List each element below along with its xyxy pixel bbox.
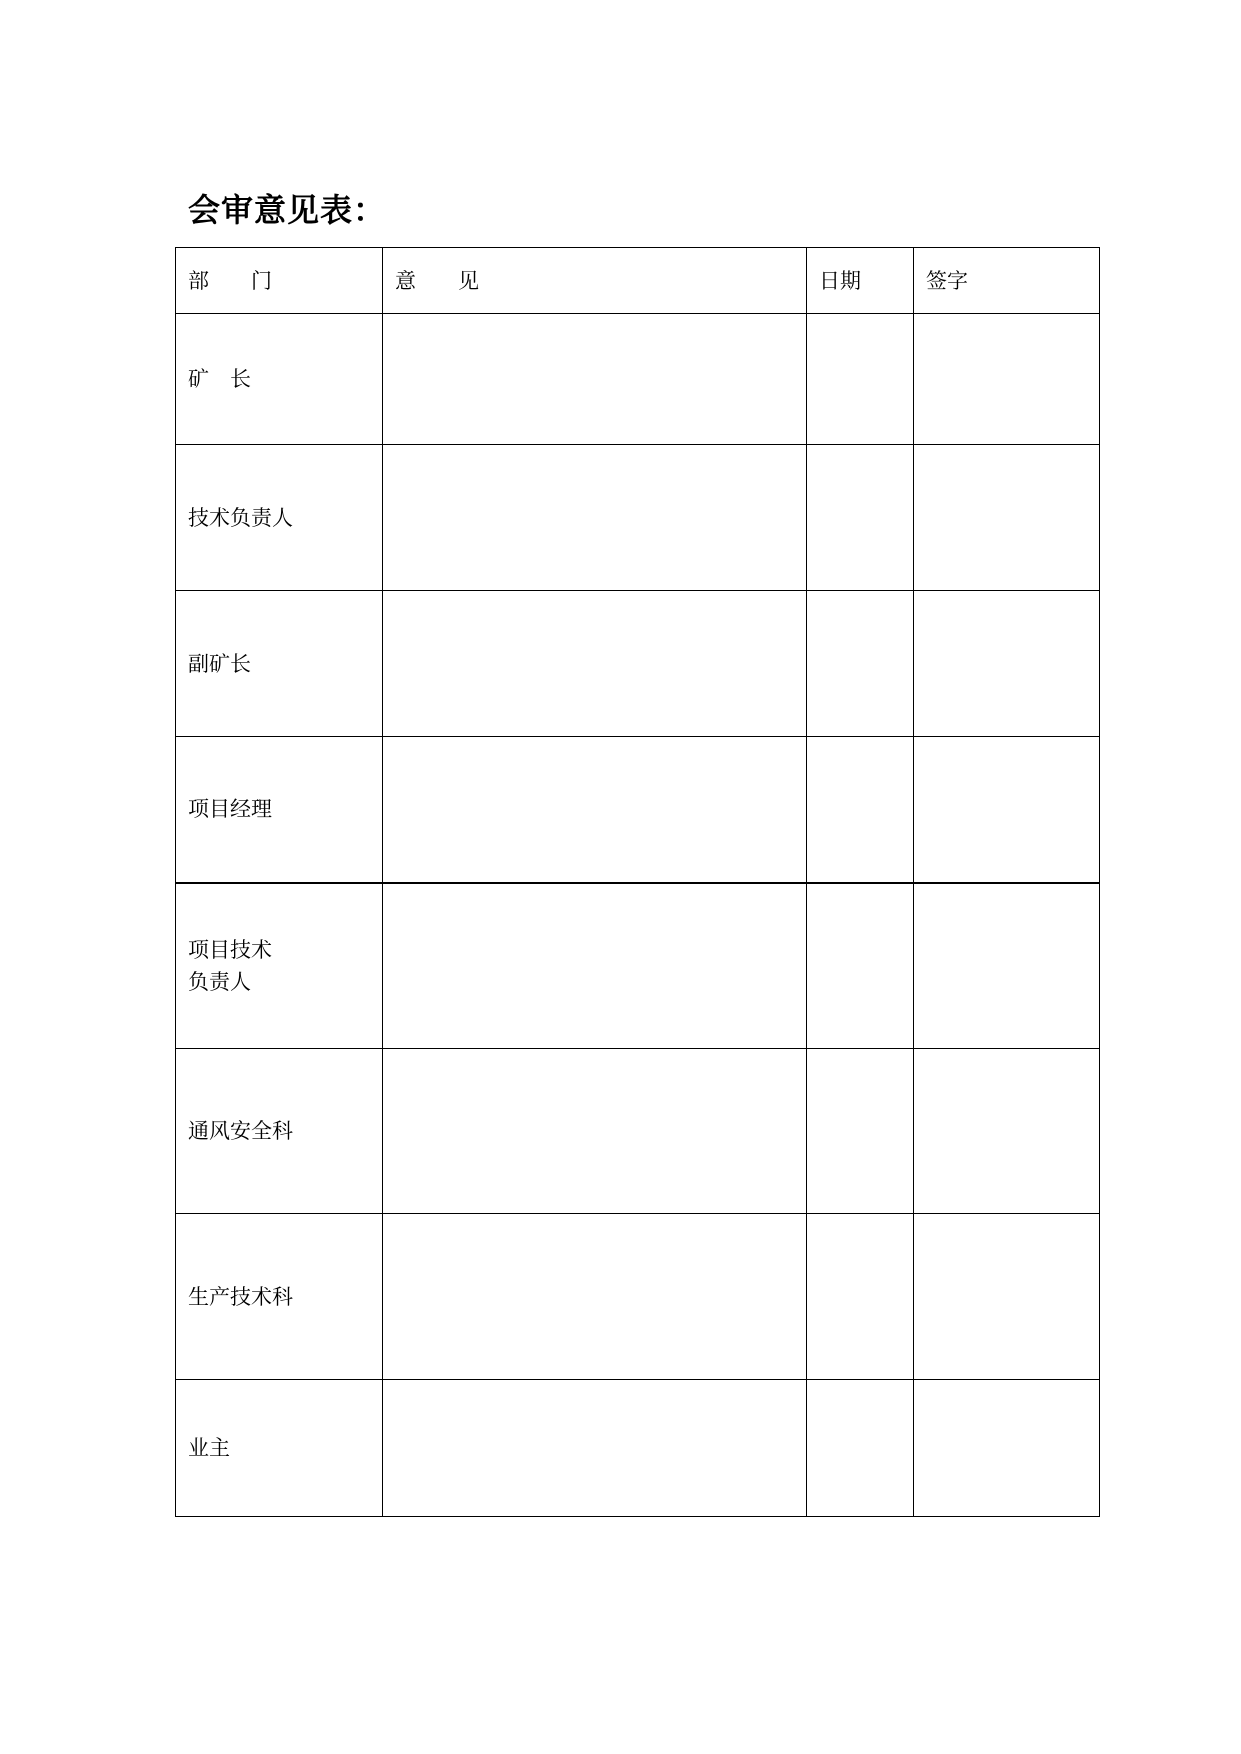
signature-cell[interactable] [914,1049,1100,1214]
opinion-cell[interactable] [383,314,807,445]
table-header-row [176,248,1100,314]
header-department: 部 门 [176,248,383,314]
date-cell[interactable] [807,314,914,445]
department-cell: 矿 长 [176,314,383,445]
department-cell: 技术负责人 [176,445,383,591]
document-title: 会审意见表： [188,191,387,229]
signature-cell[interactable] [914,883,1100,1049]
signature-cell[interactable] [914,1214,1100,1380]
opinion-cell[interactable] [383,1380,807,1517]
table-row [176,1049,1100,1214]
table-row [176,883,1100,1049]
opinion-cell[interactable] [383,1214,807,1380]
date-cell[interactable] [807,1380,914,1517]
table-row [176,591,1100,737]
signature-cell[interactable] [914,314,1100,445]
signature-cell[interactable] [914,1380,1100,1517]
date-cell[interactable] [807,737,914,883]
opinion-cell[interactable] [383,445,807,591]
date-cell[interactable] [807,591,914,737]
signature-cell[interactable] [914,591,1100,737]
department-cell: 生产技术科 [176,1214,383,1380]
table-row [176,1380,1100,1517]
date-cell[interactable] [807,1049,914,1214]
opinion-cell[interactable] [383,591,807,737]
review-opinion-table [175,247,1100,1517]
opinion-cell[interactable] [383,737,807,883]
opinion-cell[interactable] [383,1049,807,1214]
department-cell: 副矿长 [176,591,383,737]
header-signature: 签字 [914,248,1100,314]
signature-cell[interactable] [914,737,1100,883]
department-cell: 通风安全科 [176,1049,383,1214]
department-cell: 项目技术 负责人 [176,883,383,1049]
department-cell: 业主 [176,1380,383,1517]
date-cell[interactable] [807,883,914,1049]
date-cell[interactable] [807,445,914,591]
table-row [176,314,1100,445]
table-row [176,1214,1100,1380]
department-cell: 项目经理 [176,737,383,883]
table-row [176,445,1100,591]
table-row [176,737,1100,883]
opinion-cell[interactable] [383,883,807,1049]
header-opinion: 意 见 [383,248,807,314]
date-cell[interactable] [807,1214,914,1380]
signature-cell[interactable] [914,445,1100,591]
header-date: 日期 [807,248,914,314]
